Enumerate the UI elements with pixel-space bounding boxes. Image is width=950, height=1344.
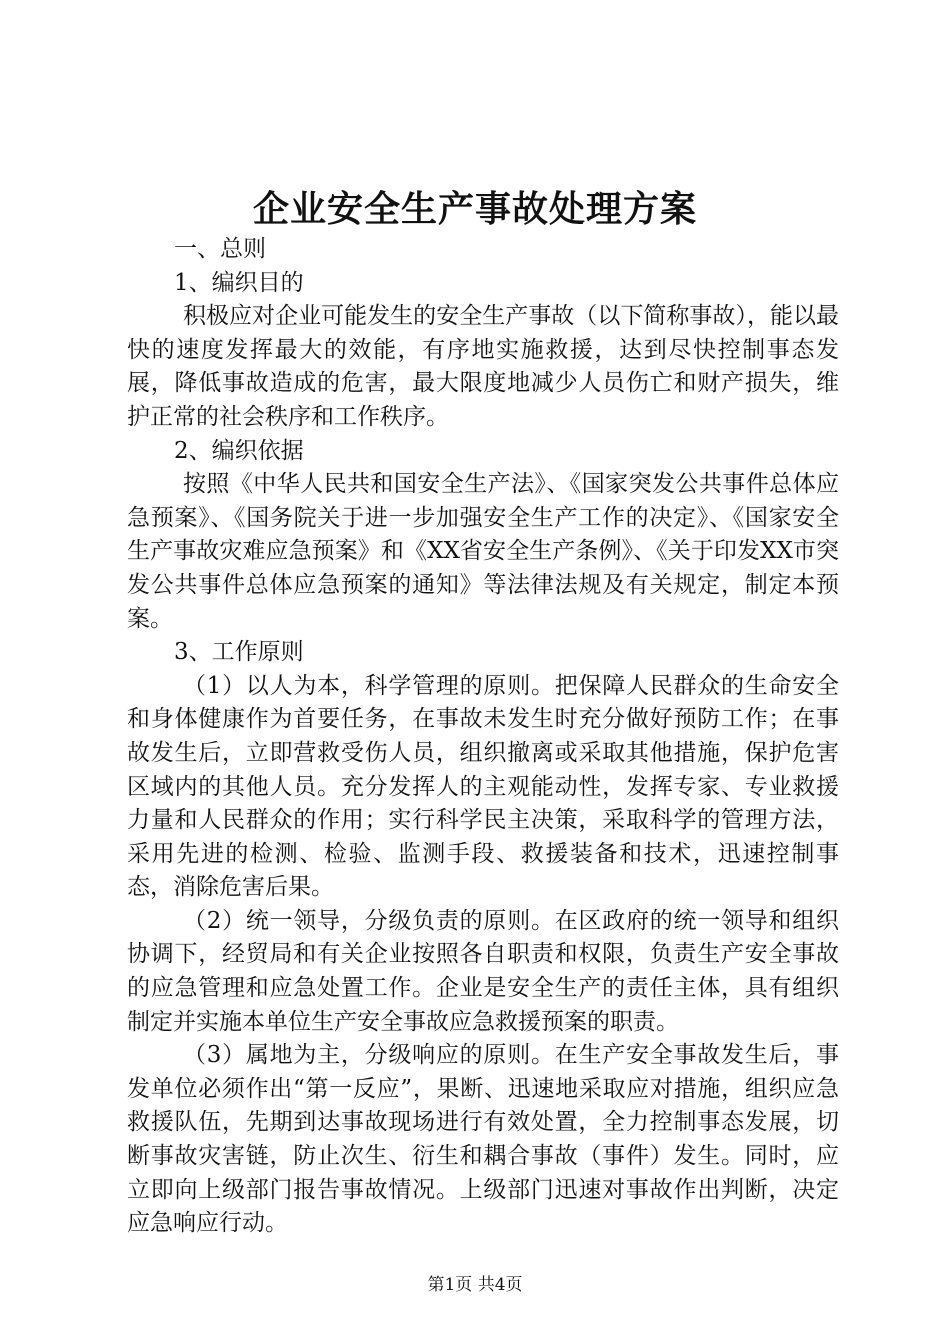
paragraph-basis: 按照《中华人民共和国安全生产法》、《国家突发公共事件总体应急预案》、《国务院关于进一步加强安全生产工作的决定》、《国家安全生产事故灾难应急预案》和《XX省安全生产条例》、《关于印发XX市突发公共事件总体应急预案的通知》等法律法规及有关规定，制定本预案。	[127, 471, 839, 632]
page-footer: 第1页 共4页	[427, 1275, 523, 1295]
subsection-heading-basis: 2、编织依据	[174, 437, 304, 464]
document-title: 企业安全生产事故处理方案	[252, 188, 697, 230]
section-heading-general: 一、总则	[174, 236, 266, 262]
document-body	[127, 233, 839, 1241]
paragraph-principle-1: （1）以人为本，科学管理的原则。把保障人民群众的生命安全和身体健康作为首要任务，在事故未发生时充分做好预防工作；在事故发生后，立即营救受伤人员，组织撤离或采取其他措施，保护危害区域内的其他人员。充分发挥人的主观能动性，发挥专家、专业救援力量和人民群众的作用；实行科学民主决策，采取科学的管理方法，采用先进的检测、检验、监测手段、救援装备和技术，迅速控制事态，消除危害后果。	[127, 672, 839, 901]
paragraph-purpose: 积极应对企业可能发生的安全生产事故（以下简称事故），能以最快的速度发挥最大的效能，有序地实施救援，达到尽快控制事态发展，降低事故造成的危害，最大限度地减少人员伤亡和财产损失，维护正常的社会秩序和工作秩序。	[127, 303, 839, 430]
paragraph-principle-3: （3）属地为主，分级响应的原则。在生产安全事故发生后，事发单位必须作出“第一反应”，果断、迅速地采取应对措施，组织应急救援队伍，先期到达事故现场进行有效处置，全力控制事态发展，切断事故灾害链，防止次生、衍生和耦合事故（事件）发生。同时，应立即向上级部门报告事故情况。上级部门迅速对事故作出判断，决定应急响应行动。	[127, 1042, 839, 1237]
subsection-heading-purpose: 1、编织目的	[174, 269, 304, 296]
subsection-heading-principles: 3、工作原则	[174, 639, 304, 666]
paragraph-principle-2: （2）统一领导，分级负责的原则。在区政府的统一领导和组织协调下，经贸局和有关企业按照各自职责和权限，负责生产安全事故的应急管理和应急处置工作。企业是安全生产的责任主体，具有组织制定并实施本单位生产安全事故应急救援预案的职责。	[127, 907, 839, 1035]
